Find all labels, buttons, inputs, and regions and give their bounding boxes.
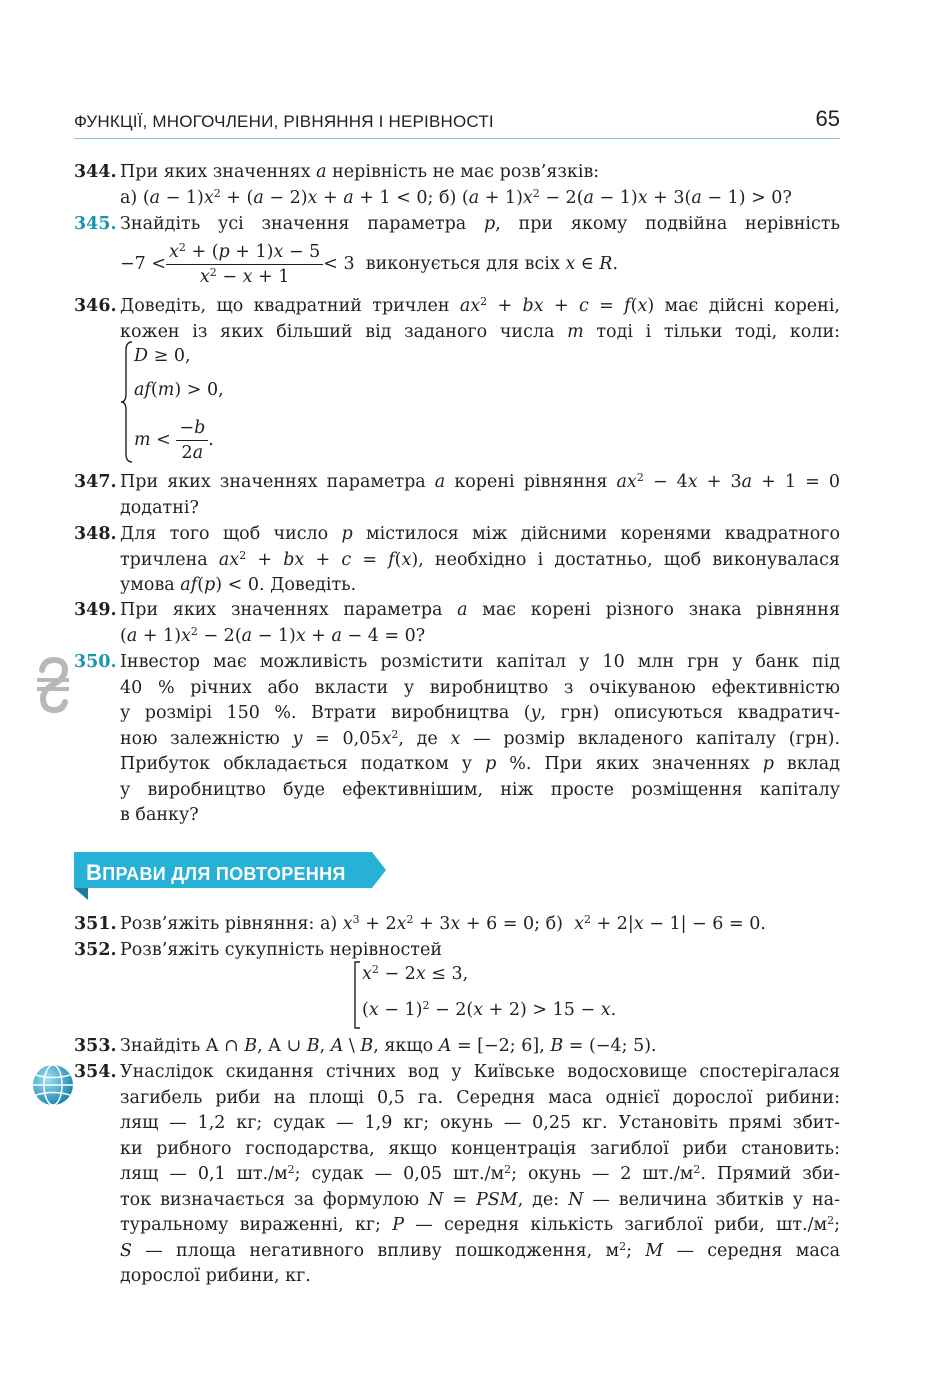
- exercise-number: 352.: [74, 940, 117, 960]
- globe-icon: [30, 1062, 76, 1108]
- exercise-349: 349. При яких значеннях параметра a має корені різного знака рівняння $(a + 1)x^2 - 2(a - 1)x + a - 4 = 0$?: [74, 600, 841, 646]
- exercise-number: 349.: [74, 600, 117, 620]
- chapter-title: ФУНКЦІЇ, МНОГОЧЛЕНИ, РІВНЯННЯ І НЕРІВНОСТІ: [74, 112, 494, 131]
- exercise-351: 351. Розв’яжіть рівняння: а) $x^3 + 2x^2 + 3x + 6 = 0$; б) $x^2 + 2|x - 1| - 6 = 0$.: [74, 912, 840, 938]
- system-of-conditions: D ≥ 0, af(m) > 0, m < $\frac{-b}{2a}$ .: [120, 340, 260, 464]
- exercise-346: 346. Доведіть, що квадратний тричлен $ax^2$ + bx + c = f(x) має дійсні корені, кожен із яких більший від заданого числа m тоді і тільки тоді, коли:: [74, 295, 841, 342]
- running-header: [74, 108, 840, 139]
- exercise-350: 350. Інвестор має можливість розмістити капітал у 10 млн грн у банк під 40 % річних або вкласти у виробництво з очікуваною ефективністю у розмірі 150 %. Втрати виробництва (y, грн) описуються квадратич- ною залежністю $y = 0,05x^2$, де x — розмір вкладеного капіталу (грн). Прибуток обкладається податком у p %. При яких значеннях p вклад у виробництво буде ефективнішим, ніж просте розміщення капіталу в банку?: [74, 652, 841, 825]
- exercise-number: 344.: [74, 162, 117, 182]
- exercise-352: 352. Розв’яжіть сукупність нерівностей: [74, 938, 840, 964]
- page-number: 65: [815, 106, 840, 131]
- exercise-number: 347.: [74, 472, 117, 492]
- exercise-number: 350.: [74, 652, 117, 672]
- exercise-number: 351.: [74, 914, 117, 934]
- exercise-353: 353. Знайдіть A ∩ B, A ∪ B, A \ B, якщо A = [−2; 6], B = (−4; 5).: [74, 1034, 840, 1060]
- exercise-345: 345. Знайдіть усі значення параметра p, при якому подвійна нерівність: [74, 212, 840, 238]
- exercise-number: 354.: [74, 1062, 117, 1082]
- exercise-number: 348.: [74, 524, 117, 544]
- exercise-344: 344. При яких значеннях a нерівність не має розв’язків: а) $(a - 1)x^2 + (a - 2)x + a + 1 < 0$; б) $(a + 1)x^2 - 2(a - 1)x + 3(a - 1) > 0$?: [74, 162, 792, 208]
- exercise-number: 345.: [74, 214, 117, 234]
- curly-brace: [120, 340, 134, 464]
- square-bracket: [352, 960, 362, 1030]
- section-title: ВПРАВИ ДЛЯ ПОВТОРЕННЯ: [86, 860, 346, 885]
- exercise-347: 347. При яких значеннях параметра a корені рівняння $ax^2 - 4x + 3a + 1 = 0$ додатні?: [74, 471, 840, 518]
- exercise-number: 353.: [74, 1036, 117, 1056]
- set-of-inequalities: $x^2 - 2x \le 3$, $(x - 1)^2 - 2(x + 2) > 15 - x$.: [352, 960, 632, 1030]
- exercise-number: 346.: [74, 296, 117, 316]
- hryvnia-icon: [34, 656, 72, 714]
- fraction: $\frac{x^2 + (p + 1)x - 5}{x^2 - x + 1}$: [166, 240, 323, 289]
- exercise-345-formula: −7 < $\frac{x^2 + (p + 1)x - 5}{x^2 - x + 1}$ < 3 виконується для всіх x ∈ R.: [120, 241, 619, 287]
- section-banner: [74, 852, 372, 892]
- exercise-354: 354. Унаслідок скидання стічних вод у Київське водосховище спостерігалася загибель риби на площі 0,5 га. Середня маса однієї дорослої рибини: лящ — 1,2 кг; судак — 1,9 кг; окунь — 0,25 кг. Установіть прямі збит- ки рибного господарства, якщо концентрація загиблої риби становить: лящ — 0,1 $шт./м^2$; судак — 0,05 $шт./м^2$; окунь — 2 $шт./м^2$. Прямий зби- ток визначається за формулою N = PSM, де: N — величина збитків у на- туральному вираженні, кг; P — середня кількість загиблої риби, $шт./м^2$; S — площа негативного впливу пошкодження, $м^2$; M — середня маса дорослої рибини, кг.: [74, 1062, 841, 1286]
- exercise-348: 348. Для того щоб число p містилося між дійсними коренями квадратного тричлена $ax^2$ + bx + c = f(x), необхідно і достатньо, щоб виконувалася умова af(p) < 0. Доведіть.: [74, 524, 840, 595]
